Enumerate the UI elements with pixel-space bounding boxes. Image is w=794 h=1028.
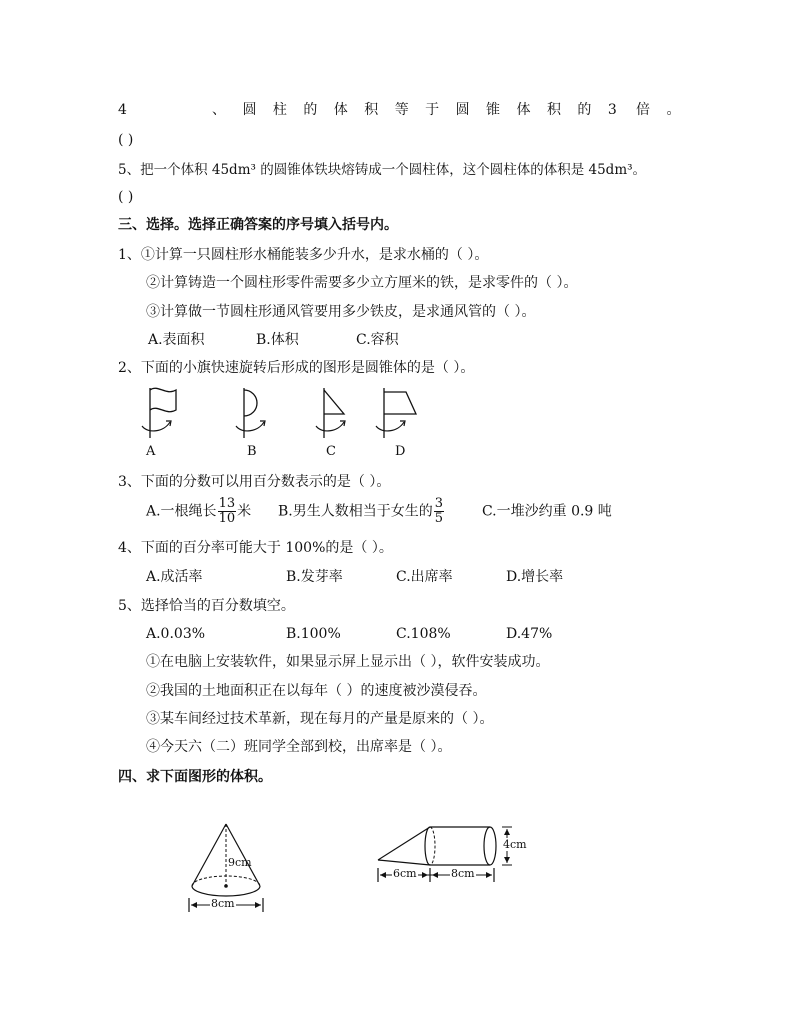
q5-sub3: ③某车间经过技术革新，现在每月的产量是原来的（ ）。: [146, 711, 494, 727]
q4-option-a: A.成活率: [146, 569, 203, 585]
q1-stem: 1、①计算一只圆柱形水桶能装多少升水，是求水桶的（ ）。: [118, 247, 489, 263]
q5-option-a: A.0.03%: [146, 626, 206, 642]
q4-stem: 4、下面的百分率可能大于 100%的是（ ）。: [118, 540, 393, 556]
q3-option-a-post: 米: [237, 503, 252, 520]
q2-flag-figures: [138, 384, 428, 444]
q3-option-a-fraction: [218, 497, 237, 526]
q5-sub1: ①在电脑上安装软件，如果显示屏上显示出（ ），软件安装成功。: [146, 654, 550, 670]
fraction-numerator: 3: [434, 496, 444, 511]
judge-q4-tail: 倍 。: [636, 102, 687, 118]
q1-option-a: A.表面积: [148, 332, 205, 348]
q1-sub2: ②计算铸造一个圆柱形零件需要多少立方厘米的铁，是求零件的（ ）。: [146, 275, 578, 291]
q3-option-b-pre: B.男生人数相当于女生的: [278, 503, 433, 520]
q1-sub3: ③计算做一节圆柱形通风管要用多少铁皮，是求通风管的（ ）。: [146, 304, 536, 320]
q5-stem: 5、选择恰当的百分数填空。: [118, 598, 295, 614]
judge-q4-text: 、 圆 柱 的 体 积 等 于 圆 锥 体 积 的 3: [212, 102, 623, 118]
fraction-denominator: 10: [218, 511, 236, 526]
flag-c-figure: [316, 388, 345, 438]
judge-q5-text: 5、把一个体积 45dm³ 的圆锥体铁块熔铸成一个圆柱体，这个圆柱体的体积是 45dm³。: [118, 162, 647, 178]
q3-option-b-fraction: [434, 497, 444, 526]
judge-q4-number: 4: [118, 102, 127, 118]
q4-option-d: D.增长率: [506, 569, 564, 585]
q1-option-c: C.容积: [356, 332, 399, 348]
q3-option-c: C.一堆沙约重 0.9 吨: [481, 503, 612, 520]
flag-label-b: B: [247, 444, 257, 459]
q3-stem: 3、下面的分数可以用百分数表示的是（ ）。: [118, 474, 391, 490]
flag-a-figure: [142, 388, 176, 438]
composite-cone-length-label: 6cm: [393, 867, 417, 880]
section3-title: 三、选择。选择正确答案的序号填入括号内。: [118, 217, 398, 233]
composite-cylinder-length-label: 8cm: [451, 867, 475, 880]
fraction-numerator: 13: [218, 496, 236, 511]
q5-option-d: D.47%: [506, 626, 553, 642]
section4-title: 四、求下面图形的体积。: [118, 769, 272, 785]
q4-option-c: C.出席率: [396, 569, 453, 585]
q5-option-c: C.108%: [396, 626, 451, 642]
flag-label-a: A: [146, 444, 156, 459]
q5-sub4: ④今天六（二）班同学全部到校，出席率是（ ）。: [146, 739, 452, 755]
cone-height-label: 9cm: [228, 856, 252, 869]
q2-stem: 2、下面的小旗快速旋转后形成的图形是圆锥体的是（ ）。: [118, 360, 475, 376]
q5-sub2: ②我国的土地面积正在以每年（ ）的速度被沙漠侵吞。: [146, 683, 487, 699]
q3-option-a-pre: A.一根绳长: [146, 503, 217, 520]
cone-diameter-label: 8cm: [211, 897, 235, 910]
judge-q4-answer-paren[interactable]: ( ): [118, 132, 134, 148]
judge-q5-answer-paren[interactable]: ( ): [118, 189, 134, 205]
flag-d-figure: [376, 388, 416, 438]
flag-b-figure: [236, 388, 265, 438]
flag-label-d: D: [395, 444, 406, 459]
q4-option-b: B.发芽率: [286, 569, 343, 585]
fraction-denominator: 5: [434, 511, 444, 526]
q1-option-b: B.体积: [256, 332, 299, 348]
composite-diameter-label: 4cm: [503, 838, 527, 851]
flag-label-c: C: [326, 444, 336, 459]
q5-option-b: B.100%: [286, 626, 341, 642]
q3-options-row: [146, 497, 612, 526]
